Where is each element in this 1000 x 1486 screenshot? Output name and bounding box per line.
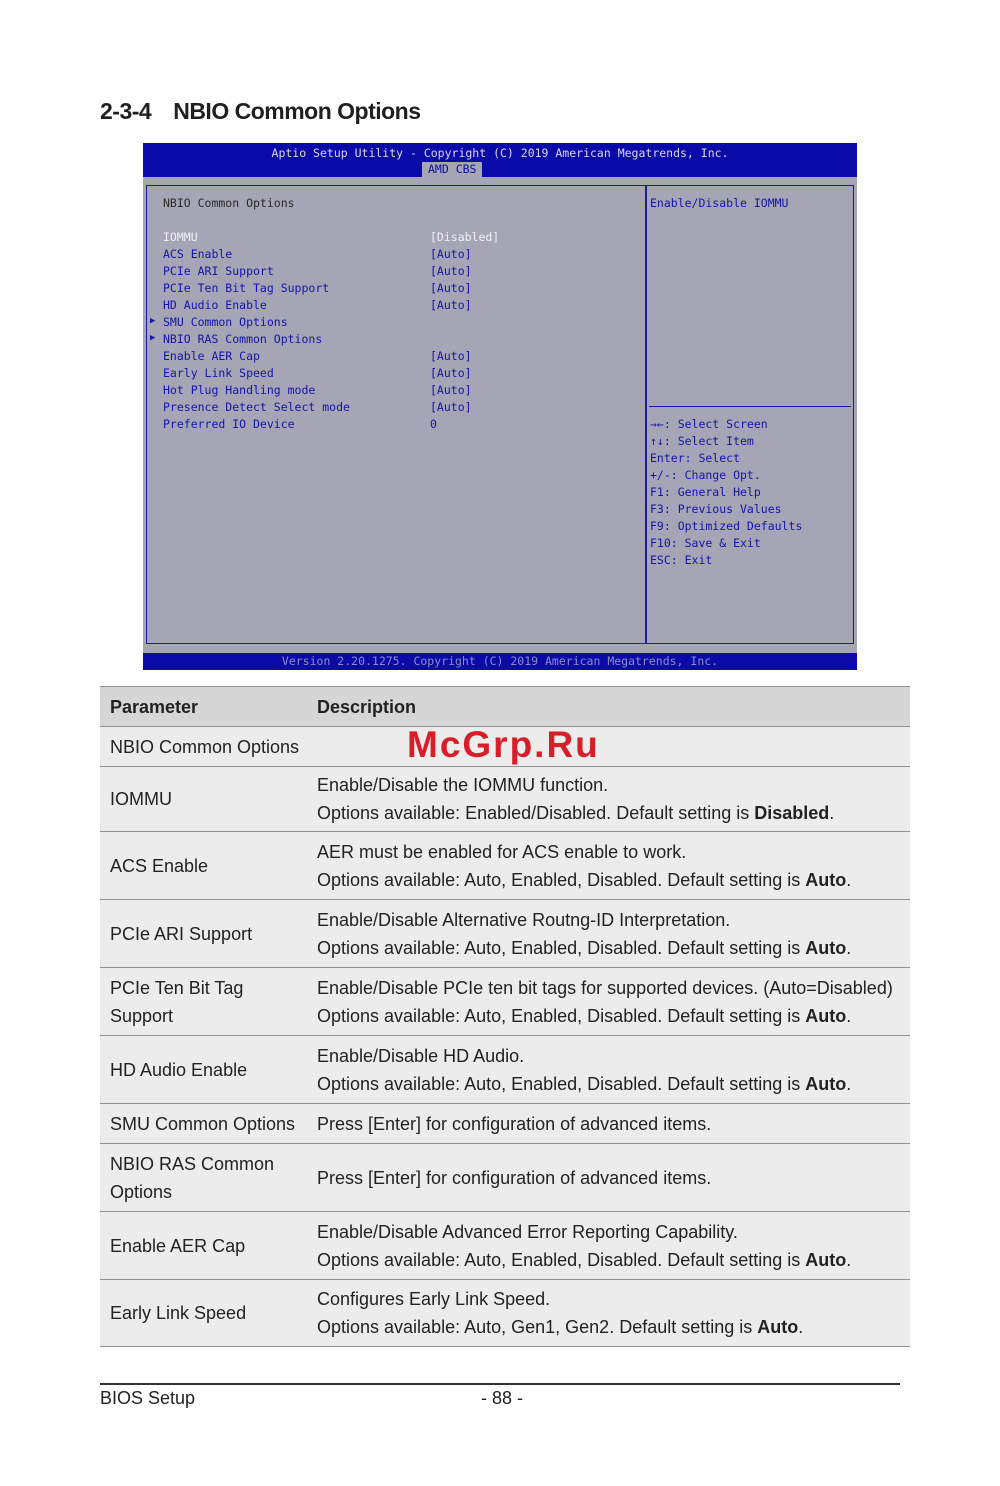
bios-key-hint: ESC: Exit bbox=[650, 553, 713, 567]
bios-item-preferred-io-device[interactable]: Preferred IO Device bbox=[163, 417, 295, 431]
bios-value-preferred-io-device[interactable]: 0 bbox=[430, 417, 437, 431]
bios-page-heading: NBIO Common Options bbox=[163, 196, 295, 210]
options-line bbox=[317, 1070, 907, 1098]
parameter-name: PCIe ARI Support bbox=[110, 923, 253, 944]
bios-item-pcie-ari-support[interactable]: PCIe ARI Support bbox=[163, 264, 274, 278]
bios-value-enable-aer-cap[interactable]: [Auto] bbox=[430, 349, 472, 363]
description-line: Enable/Disable the IOMMU function. bbox=[317, 775, 609, 795]
bios-key-hint: F1: General Help bbox=[650, 485, 761, 499]
bios-key-hint: F3: Previous Values bbox=[650, 502, 782, 516]
bios-value-acs-enable[interactable]: [Auto] bbox=[430, 247, 472, 261]
options-line bbox=[317, 866, 907, 894]
bios-help-panel bbox=[646, 185, 854, 644]
options-line bbox=[317, 1002, 907, 1030]
default-value: Auto bbox=[805, 1073, 847, 1094]
options-line bbox=[317, 1246, 907, 1274]
footer-rule bbox=[100, 1383, 900, 1385]
options-suffix: . bbox=[846, 937, 852, 958]
parameter-description bbox=[317, 1212, 907, 1279]
description-line: Enable/Disable Advanced Error Reporting Capability. bbox=[317, 1221, 738, 1242]
table-row bbox=[100, 1211, 910, 1279]
header-parameter: Parameter bbox=[110, 696, 199, 717]
parameter-name: HD Audio Enable bbox=[110, 1059, 248, 1080]
table-row bbox=[100, 1143, 910, 1211]
options-suffix: . bbox=[846, 869, 852, 890]
section-number: 2-3-4 bbox=[100, 98, 152, 124]
options-text: Options available: Auto, Enabled, Disabled. Default setting is bbox=[317, 869, 806, 890]
parameter-description bbox=[317, 1104, 907, 1143]
bios-value-early-link-speed[interactable]: [Auto] bbox=[430, 366, 472, 380]
bios-value-hd-audio-enable[interactable]: [Auto] bbox=[430, 298, 472, 312]
bios-key-hint: F9: Optimized Defaults bbox=[650, 519, 803, 533]
section-title: NBIO Common Options bbox=[173, 98, 421, 124]
page-number: - 88 - bbox=[481, 1388, 524, 1408]
options-line bbox=[317, 1313, 907, 1341]
bios-help-text: Enable/Disable IOMMU bbox=[650, 196, 789, 210]
bios-item-enable-aer-cap[interactable]: Enable AER Cap bbox=[163, 349, 260, 363]
description-line: AER must be enabled for ACS enable to work. bbox=[317, 841, 687, 862]
description-line: Press [Enter] for configuration of advanced items. bbox=[317, 1113, 712, 1134]
parameter-description bbox=[317, 968, 907, 1035]
default-value: Auto bbox=[805, 937, 847, 958]
default-value: Auto bbox=[805, 1249, 847, 1270]
bios-item-presence-detect-select-mode[interactable]: Presence Detect Select mode bbox=[163, 400, 350, 414]
default-value: Auto bbox=[757, 1317, 799, 1337]
bios-value-pcie-ten-bit-tag-support[interactable]: [Auto] bbox=[430, 281, 472, 295]
bios-screen bbox=[143, 143, 857, 670]
bios-value-pcie-ari-support[interactable]: [Auto] bbox=[430, 264, 472, 278]
parameter-name: SMU Common Options bbox=[110, 1113, 296, 1134]
parameter-name: Early Link Speed bbox=[110, 1303, 247, 1323]
bios-key-hint: ↑↓: Select Item bbox=[650, 434, 754, 448]
bios-body bbox=[143, 177, 857, 653]
section-heading bbox=[100, 98, 421, 125]
parameter-description bbox=[317, 1280, 907, 1346]
bios-value-hot-plug-handling-mode[interactable]: [Auto] bbox=[430, 383, 472, 397]
default-value: Auto bbox=[805, 869, 847, 890]
parameter-description bbox=[317, 832, 907, 899]
options-line bbox=[317, 934, 907, 962]
table-header-row bbox=[100, 686, 910, 726]
options-suffix: . bbox=[846, 1073, 852, 1094]
bios-value-presence-detect-select-mode[interactable]: [Auto] bbox=[430, 400, 472, 414]
table-row bbox=[100, 1103, 910, 1143]
parameter-description bbox=[317, 727, 907, 766]
table-row bbox=[100, 1035, 910, 1103]
options-text: Options available: Auto, Enabled, Disabled. Default setting is bbox=[317, 1073, 806, 1094]
bios-header-title: Aptio Setup Utility - Copyright (C) 2019 American Megatrends, Inc. bbox=[271, 146, 729, 160]
description-line: Press [Enter] for configuration of advanced items. bbox=[317, 1167, 712, 1188]
bios-item-nbio-ras-common-options[interactable]: NBIO RAS Common Options bbox=[163, 332, 323, 346]
bios-item-acs-enable[interactable]: ACS Enable bbox=[163, 247, 233, 261]
bios-value-iommu[interactable]: [Disabled] bbox=[430, 230, 500, 244]
bios-help-divider bbox=[649, 406, 851, 407]
parameter-table bbox=[100, 686, 910, 1347]
options-line bbox=[317, 799, 907, 827]
parameter-description bbox=[317, 900, 907, 967]
bios-tab-amd-cbs[interactable]: AMD CBS bbox=[422, 162, 482, 177]
submenu-arrow-icon: ▶ bbox=[150, 316, 156, 326]
parameter-description bbox=[317, 1036, 907, 1103]
bios-item-hot-plug-handling-mode[interactable]: Hot Plug Handling mode bbox=[163, 383, 316, 397]
parameter-name: PCIe Ten Bit Tag Support bbox=[110, 977, 244, 1026]
options-suffix: . bbox=[846, 1249, 852, 1270]
parameter-name: ACS Enable bbox=[110, 855, 209, 876]
table-row bbox=[100, 967, 910, 1035]
description-line: Enable/Disable Alternative Routng-ID Interpretation. bbox=[317, 909, 731, 930]
parameter-description bbox=[317, 767, 907, 831]
bios-item-early-link-speed[interactable]: Early Link Speed bbox=[163, 366, 274, 380]
bios-item-iommu[interactable]: IOMMU bbox=[163, 230, 198, 244]
table-row bbox=[100, 1279, 910, 1347]
bios-item-hd-audio-enable[interactable]: HD Audio Enable bbox=[163, 298, 267, 312]
description-line: Enable/Disable HD Audio. bbox=[317, 1045, 525, 1066]
bios-item-smu-common-options[interactable]: SMU Common Options bbox=[163, 315, 288, 329]
bios-settings-panel bbox=[146, 185, 646, 644]
options-text: Options available: Auto, Enabled, Disabled. Default setting is bbox=[317, 1249, 806, 1270]
options-suffix: . bbox=[798, 1317, 804, 1337]
table-row bbox=[100, 766, 910, 831]
default-value: Auto bbox=[805, 1005, 847, 1026]
parameter-name: NBIO Common Options bbox=[110, 736, 300, 757]
footer-chapter: BIOS Setup bbox=[100, 1388, 196, 1408]
options-suffix: . bbox=[829, 803, 835, 823]
description-line: Enable/Disable PCIe ten bit tags for supported devices. (Auto=Disabled) bbox=[317, 977, 893, 998]
watermark-logo: McGrp.Ru bbox=[407, 724, 600, 765]
bios-header bbox=[143, 143, 857, 177]
bios-key-hint: →←: Select Screen bbox=[650, 417, 768, 431]
submenu-arrow-icon: ▶ bbox=[150, 333, 156, 343]
options-text: Options available: Enabled/Disabled. Default setting is bbox=[317, 803, 755, 823]
description-line: Configures Early Link Speed. bbox=[317, 1289, 551, 1309]
options-suffix: . bbox=[846, 1005, 852, 1026]
default-value: Disabled bbox=[754, 803, 830, 823]
options-text: Options available: Auto, Enabled, Disabled. Default setting is bbox=[317, 1005, 806, 1026]
table-row bbox=[100, 831, 910, 899]
bios-key-hint: +/-: Change Opt. bbox=[650, 468, 761, 482]
bios-item-pcie-ten-bit-tag-support[interactable]: PCIe Ten Bit Tag Support bbox=[163, 281, 330, 295]
table-row bbox=[100, 899, 910, 967]
header-description: Description bbox=[317, 696, 417, 717]
parameter-name: NBIO RAS Common Options bbox=[110, 1153, 275, 1202]
bios-key-hint: Enter: Select bbox=[650, 451, 741, 465]
parameter-name: Enable AER Cap bbox=[110, 1235, 246, 1256]
parameter-description bbox=[317, 1144, 907, 1211]
options-text: Options available: Auto, Gen1, Gen2. Default setting is bbox=[317, 1317, 758, 1337]
bios-key-hint: F10: Save & Exit bbox=[650, 536, 761, 550]
bios-footer: Version 2.20.1275. Copyright (C) 2019 American Megatrends, Inc. bbox=[143, 653, 857, 670]
options-text: Options available: Auto, Enabled, Disabled. Default setting is bbox=[317, 937, 806, 958]
parameter-name: IOMMU bbox=[110, 789, 172, 809]
